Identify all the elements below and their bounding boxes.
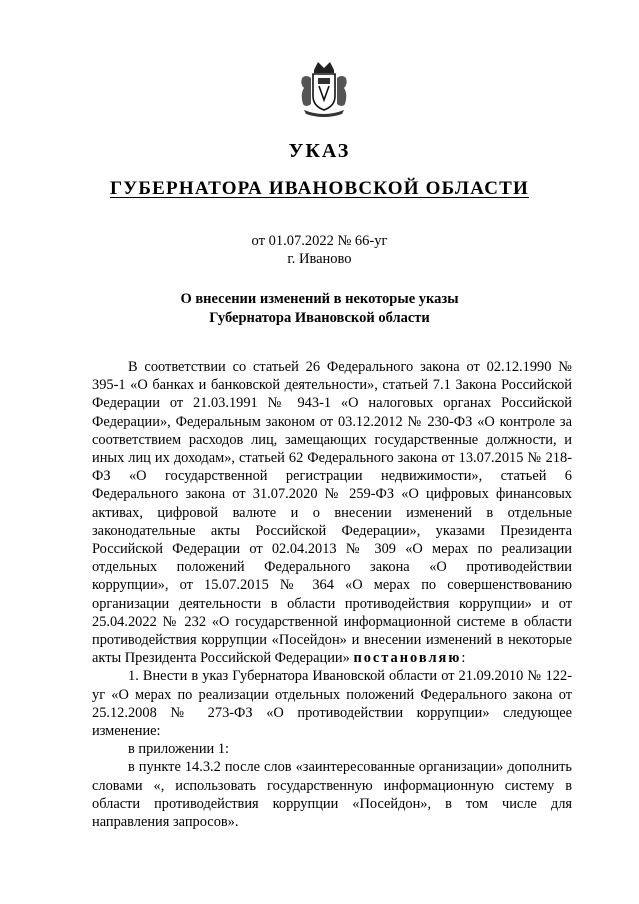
document-subtitle: ГУБЕРНАТОРА ИВАНОВСКОЙ ОБЛАСТИ <box>109 178 530 199</box>
date-number-line: от 01.07.2022 № 66-уг <box>251 233 388 249</box>
heading-line-1: О внесении изменений в некоторые указы <box>180 291 459 307</box>
decree-word: постановляю <box>353 650 462 667</box>
item-1-subheading: в приложении 1: <box>128 741 230 758</box>
document-heading <box>0 290 639 327</box>
decree-punct: : <box>461 650 466 667</box>
coat-of-arms-icon <box>298 60 350 118</box>
heading-line-2: Губернатора Ивановской области <box>209 309 430 326</box>
date-block <box>0 232 639 268</box>
preamble-text: В соответствии со статьей 26 Федерального закона от 02.12.1990 № 395-1 «О банках и банковской деятельности», статьей 7.1 Закона Российской Федерации от 21.03.1991 № 943-1 «О налоговых органах Российской Федерации», Федеральным законом от 03.12.2012 № 230-ФЗ «О контроле за соответствием расходов лиц, замещающих государственные должности, и иных лиц их доходам», статьей 62 Федерального закона от 13.07.2015 № 218-ФЗ «О государственной регистрации недвижимости», статьей 6 Федерального закона от 31.07.2020 № 259-ФЗ «О цифровых финансовых активах, цифровой валюте и о внесении изменений в отдельные законодательные акты Российской Федерации», указами Президента Российской Федерации от 02.04.2013 № 309 «О мерах по реализации отдельных положений Федерального закона «О противодействии коррупции», от 15.07.2015 № 364 «О мерах по совершенствованию организации деятельности в области противодействия коррупции» и от 25.04.2022 № 232 «О государственной информационной системе в области противодействия коррупции «Посейдон» и внесении изменений в некоторые акты Президента Российской Федерации» <box>92 359 572 667</box>
city-line: г. Иваново <box>287 251 352 267</box>
preamble-paragraph <box>92 358 572 667</box>
item-1-point: в пункте 14.3.2 после слов «заинтересованные организации» дополнить словами «, использовать государственную информационную систему в области противодействия коррупции «Посейдон», в том числе для направления запросов». <box>92 759 572 831</box>
document-title: УКАЗ <box>288 140 351 162</box>
item-1-paragraph: 1. Внести в указ Губернатора Ивановской области от 21.09.2010 № 122-уг «О мерах по реализации отдельных положений Федерального закона от 25.12.2008 № 273-ФЗ «О противодействии коррупции» следующее изменение: <box>92 668 572 740</box>
document-body <box>92 358 572 831</box>
